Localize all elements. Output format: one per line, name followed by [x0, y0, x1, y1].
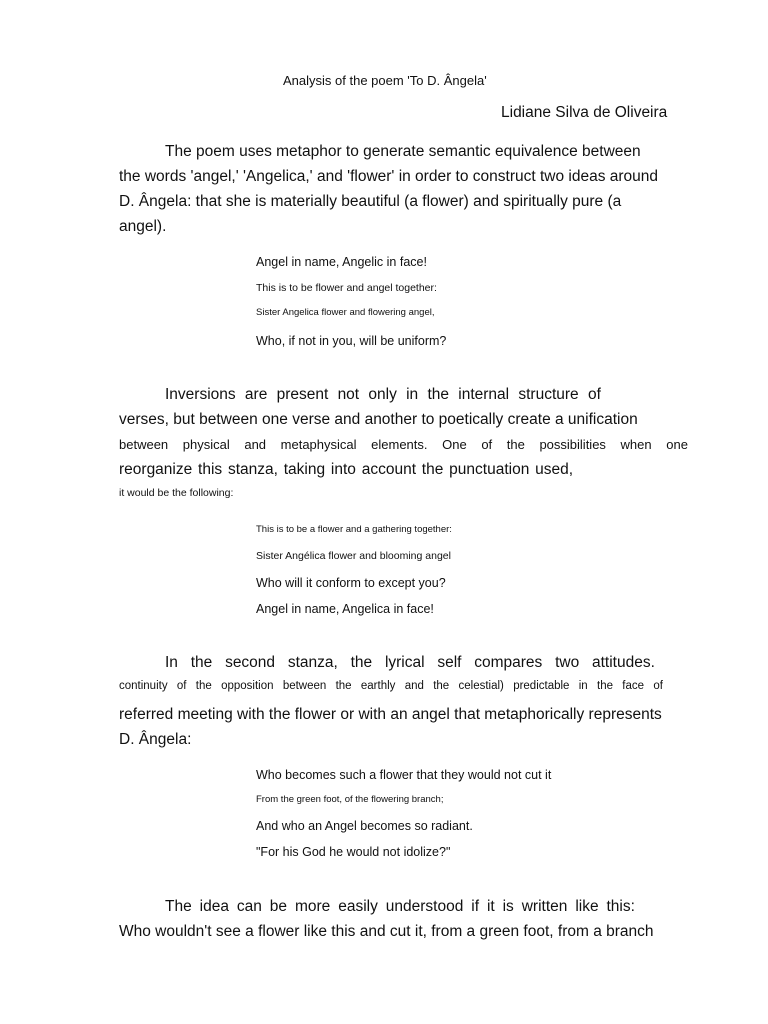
paragraph-3-line-1 [165, 655, 655, 671]
stanza-1-verse-1: Angel in name, Angelic in face! [256, 255, 427, 269]
word: the [350, 654, 373, 671]
word: when [620, 437, 652, 452]
stanza-2-verse-1: This is to be a flower and a gathering together: [256, 524, 452, 535]
word: Inversions [165, 386, 236, 403]
word: One [442, 437, 467, 452]
paragraph-1-line-1: The poem uses metaphor to generate semantic equivalence between [165, 143, 641, 160]
paragraph-3-line-3: referred meeting with the flower or with an angel that metaphorically represents [119, 706, 662, 723]
stanza-3-verse-4: "For his God he would not idolize?" [256, 845, 451, 859]
word: and [244, 437, 267, 452]
paragraph-1-line-3: D. Ângela: that she is materially beautiful (a flower) and spiritually pure (a [119, 193, 622, 210]
word: in [406, 386, 419, 403]
stanza-2-verse-4: Angel in name, Angelica in face! [256, 602, 434, 616]
word: if [471, 898, 480, 915]
word: of [176, 680, 187, 692]
stanza-3-verse-1: Who becomes such a flower that they would not cut it [256, 768, 552, 782]
word: compares [474, 654, 543, 671]
word: self [437, 654, 462, 671]
document-author: Lidiane Silva de Oliveira [501, 104, 668, 121]
word: the [190, 654, 213, 671]
word: are [244, 386, 268, 403]
word: and [404, 680, 424, 692]
word: present [276, 386, 329, 403]
word: between [282, 680, 327, 692]
word: be [269, 898, 288, 915]
word: is [502, 898, 514, 915]
word: in [578, 680, 588, 692]
word: continuity [119, 680, 168, 692]
word: face [622, 680, 645, 692]
word: written [521, 898, 568, 915]
word: the [597, 680, 613, 692]
word: of [481, 437, 493, 452]
stanza-3-verse-2: From the green foot, of the flowering branch; [256, 794, 444, 805]
word: stanza, [287, 654, 338, 671]
word: one [666, 437, 688, 452]
word: metaphysical [280, 437, 357, 452]
word: possibilities [539, 437, 606, 452]
word: second [225, 654, 276, 671]
word: In [165, 654, 178, 671]
word: more [294, 898, 331, 915]
word: opposition [221, 680, 274, 692]
word: easily [338, 898, 378, 915]
word: The [165, 898, 192, 915]
word: it [486, 898, 495, 915]
paragraph-4-line-2: Who wouldn't see a flower like this and cut it, from a green foot, from a branch [119, 923, 654, 940]
word: not [337, 386, 360, 403]
paragraph-2-line-4: reorganize this stanza, taking into account the punctuation used, [119, 461, 574, 478]
word: the [195, 680, 212, 692]
stanza-2-verse-2: Sister Angélica flower and blooming angel [256, 550, 451, 562]
stanza-1-verse-4: Who, if not in you, will be uniform? [256, 334, 447, 348]
paragraph-2-line-2: verses, but between one verse and another to poetically create a unification [119, 411, 638, 428]
word: lyrical [384, 654, 425, 671]
paragraph-2-line-3 [119, 438, 688, 451]
word: like [575, 898, 599, 915]
word: the [427, 386, 449, 403]
stanza-1-verse-3: Sister Angelica flower and flowering angel, [256, 307, 435, 318]
word: this: [606, 898, 635, 915]
word: idea [199, 898, 229, 915]
word: earthly [360, 680, 396, 692]
stanza-2-verse-3: Who will it conform to except you? [256, 576, 446, 590]
word: elements. [371, 437, 428, 452]
word: only [368, 386, 397, 403]
word: predictable [513, 680, 570, 692]
word: the [433, 680, 450, 692]
word: the [506, 437, 525, 452]
word: of [653, 680, 663, 692]
word: structure [518, 386, 579, 403]
paragraph-3-line-4: D. Ângela: [119, 731, 192, 748]
word: of [587, 386, 601, 403]
paragraph-2-line-5: it would be the following: [119, 487, 234, 499]
word: celestial) [458, 680, 504, 692]
document-title: Analysis of the poem 'To D. Ângela' [283, 73, 487, 88]
stanza-1-verse-2: This is to be flower and angel together: [256, 282, 437, 294]
paragraph-4-line-1 [165, 899, 635, 915]
stanza-3-verse-3: And who an Angel becomes so radiant. [256, 819, 473, 833]
word: internal [458, 386, 510, 403]
word: can [236, 898, 262, 915]
word: physical [182, 437, 230, 452]
paragraph-1-line-2: the words 'angel,' 'Angelica,' and 'flower' in order to construct two ideas around [119, 168, 659, 185]
word: between [119, 437, 169, 452]
paragraph-2-line-1 [165, 387, 601, 403]
paragraph-1-line-4: angel). [119, 218, 167, 235]
word: understood [385, 898, 464, 915]
word: the [335, 680, 352, 692]
word: attitudes. [592, 654, 655, 671]
word: two [555, 654, 580, 671]
paragraph-3-line-2 [119, 681, 663, 693]
